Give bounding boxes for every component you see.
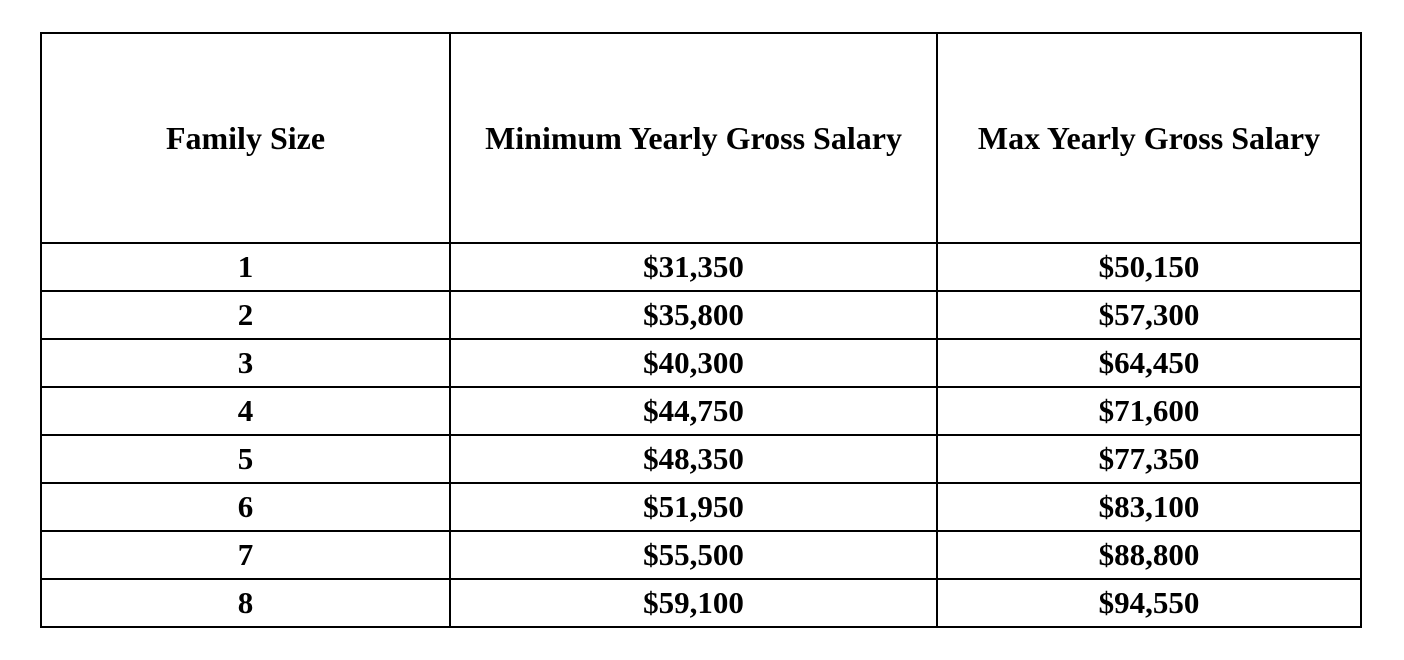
- max-salary-cell: $71,600: [937, 387, 1361, 435]
- minimum-salary-cell: $44,750: [450, 387, 937, 435]
- family-size-cell: 7: [41, 531, 450, 579]
- header-max-yearly-gross-salary: Max Yearly Gross Salary: [937, 33, 1361, 243]
- max-salary-cell: $64,450: [937, 339, 1361, 387]
- family-size-cell: 5: [41, 435, 450, 483]
- header-family-size: Family Size: [41, 33, 450, 243]
- family-size-cell: 4: [41, 387, 450, 435]
- max-salary-cell: $83,100: [937, 483, 1361, 531]
- minimum-salary-cell: $31,350: [450, 243, 937, 291]
- minimum-salary-cell: $59,100: [450, 579, 937, 627]
- family-size-cell: 1: [41, 243, 450, 291]
- table-row: [41, 243, 1361, 291]
- table-row: [41, 339, 1361, 387]
- salary-table: [40, 32, 1362, 628]
- family-size-cell: 6: [41, 483, 450, 531]
- table-row: [41, 531, 1361, 579]
- family-size-cell: 3: [41, 339, 450, 387]
- header-minimum-yearly-gross-salary: Minimum Yearly Gross Salary: [450, 33, 937, 243]
- family-size-cell: 2: [41, 291, 450, 339]
- family-size-cell: 8: [41, 579, 450, 627]
- max-salary-cell: $77,350: [937, 435, 1361, 483]
- max-salary-cell: $57,300: [937, 291, 1361, 339]
- minimum-salary-cell: $55,500: [450, 531, 937, 579]
- minimum-salary-cell: $40,300: [450, 339, 937, 387]
- table-row: [41, 291, 1361, 339]
- table-row: [41, 483, 1361, 531]
- max-salary-cell: $94,550: [937, 579, 1361, 627]
- header-row: [41, 33, 1361, 243]
- minimum-salary-cell: $35,800: [450, 291, 937, 339]
- minimum-salary-cell: $48,350: [450, 435, 937, 483]
- table-row: [41, 579, 1361, 627]
- table-row: [41, 435, 1361, 483]
- minimum-salary-cell: $51,950: [450, 483, 937, 531]
- max-salary-cell: $88,800: [937, 531, 1361, 579]
- max-salary-cell: $50,150: [937, 243, 1361, 291]
- table-row: [41, 387, 1361, 435]
